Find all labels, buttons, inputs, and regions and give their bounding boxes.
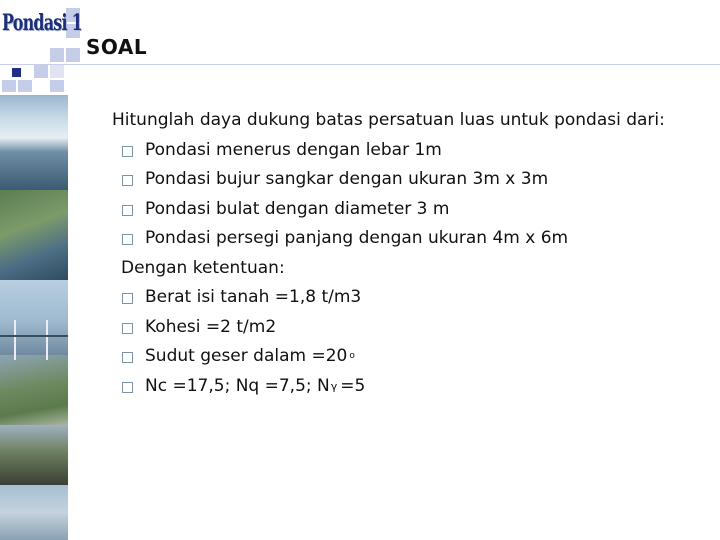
airport-photo	[0, 355, 68, 425]
question-text: Hitunglah daya dukung batas persatuan luas untuk pondasi dari:	[112, 110, 665, 130]
square-bullet-icon	[122, 293, 133, 304]
list-item-text: Pondasi menerus dengan lebar 1m	[145, 139, 442, 160]
bridge-deck	[0, 335, 68, 337]
square-bullet-icon	[122, 146, 133, 157]
list-item	[122, 372, 672, 402]
bridge-tower	[14, 320, 16, 360]
conditions-heading: Dengan ketentuan:	[121, 257, 285, 278]
list-item	[122, 313, 672, 343]
list-item-text: Nc =17,5; Nq =7,5; N	[145, 375, 330, 396]
mosaic-square	[50, 64, 64, 78]
list-item-text: Kohesi =2 t/m2	[145, 316, 277, 337]
square-bullet-icon	[122, 352, 133, 363]
photo-strip	[0, 95, 68, 540]
slide-title: SOAL	[86, 35, 148, 59]
mosaic-square	[66, 48, 80, 62]
list-item	[122, 136, 672, 166]
square-bullet-icon	[122, 205, 133, 216]
suspension-bridge-photo	[0, 280, 68, 355]
mosaic-square	[12, 68, 21, 77]
causeway-photo	[0, 485, 68, 540]
square-bullet-icon	[122, 323, 133, 334]
conditions-list	[112, 283, 672, 401]
list-item	[122, 165, 672, 195]
square-bullet-icon	[122, 382, 133, 393]
list-item-text: Berat isi tanah =1,8 t/m3	[145, 287, 362, 307]
list-item-text: Pondasi bulat dengan diameter 3 m	[145, 198, 450, 219]
mosaic-square	[34, 64, 48, 78]
list-item	[122, 342, 672, 372]
mosaic-square	[50, 80, 64, 92]
list-item-text: Sudut geser dalam =20	[145, 346, 348, 366]
list-item-text: Pondasi persegi panjang dengan ukuran 4m x 6m	[145, 228, 569, 248]
slide-body	[112, 106, 672, 401]
bridge-tower	[46, 320, 48, 360]
mosaic-square	[18, 80, 32, 92]
foundation-list	[112, 136, 672, 254]
logo-text: Pondasi 1	[2, 10, 82, 36]
list-item	[122, 195, 672, 225]
list-item-text: Pondasi bujur sangkar dengan ukuran 3m x 3m	[145, 169, 549, 189]
list-item	[122, 283, 672, 313]
degree-symbol: o	[349, 351, 355, 361]
waterfall-photo	[0, 95, 68, 190]
square-bullet-icon	[122, 234, 133, 245]
mosaic-square	[2, 80, 16, 92]
gamma-subscript: γ	[330, 379, 338, 393]
course-logo	[2, 10, 82, 50]
square-bullet-icon	[122, 175, 133, 186]
list-item	[122, 224, 672, 254]
mosaic-square	[50, 48, 64, 62]
title-divider	[0, 64, 720, 65]
harbor-photo	[0, 190, 68, 280]
list-item-text-suffix: =5	[340, 375, 366, 396]
train-photo	[0, 425, 68, 485]
